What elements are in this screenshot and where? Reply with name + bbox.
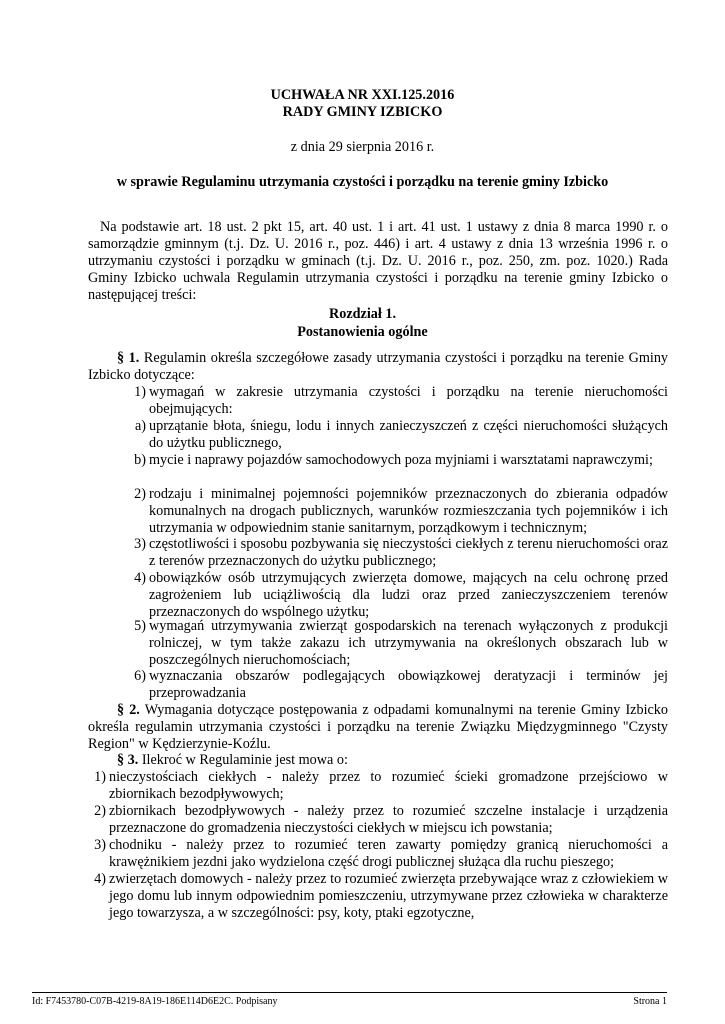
section-2-text: Wymagania dotyczące postępowania z odpadami komunalnymi na terenie Gminy Izbicko określa regulamin utrzymania czystości i porządku na terenie Związku Międzygminnego "Czysty Region" w Kędzierzynie-Koźlu. <box>88 702 668 753</box>
item-number: 3) <box>134 536 146 552</box>
item-text: uprzątanie błota, śniegu, lodu i innych zanieczyszczeń z części nieruchomości służących do użytku publicznego, <box>149 418 668 452</box>
page-number: Strona 1 <box>633 996 667 1007</box>
list-item <box>88 384 668 418</box>
list-item <box>88 871 668 922</box>
section-3-text: Ilekroć w Regulaminie jest mowa o: <box>138 752 348 768</box>
list-item <box>88 803 668 837</box>
item-text: chodniku - należy przez to rozumieć teren zawarty pomiędzy granicą nieruchomości a krawężnikiem jezdni jako wydzielona część drogi publicznej służąca dla ruchu pieszego; <box>109 837 668 871</box>
list-item <box>88 486 668 537</box>
item-text: wymagań utrzymywania zwierząt gospodarskich na terenach wyłączonych z produkcji rolniczej, w tym także zakazu ich utrzymywania na określonych obszarach lub w poszczególnych nieruchomościach; <box>149 618 668 669</box>
item-text: zbiornikach bezodpływowych - należy przez to rozumieć szczelne instalacje i urządzenia przeznaczone do gromadzenia nieczystości ciekłych w miejscu ich powstania; <box>109 803 668 837</box>
item-text: częstotliwości i sposobu pozbywania się nieczystości ciekłych z terenu nieruchomości oraz z terenów przeznaczonych do użytku publicznego; <box>149 536 668 570</box>
section-1-mark: § 1. <box>117 350 140 366</box>
chapter-title: Postanowienia ogólne <box>297 324 428 340</box>
section-1-text: Regulamin określa szczegółowe zasady utrzymania czystości i porządku na terenie Gminy Izbicko dotyczące: <box>88 350 669 384</box>
list-item <box>88 418 668 452</box>
item-number: 4) <box>134 570 146 586</box>
resolution-number: UCHWAŁA NR XXI.125.2016 <box>270 87 455 103</box>
list-item <box>88 536 668 570</box>
item-number: 2) <box>94 803 106 819</box>
document-id: Id: F7453780-C07B-4219-8A19-186E114D6E2C. Podpisany <box>32 996 278 1007</box>
footer-divider <box>32 992 667 993</box>
section-3-intro <box>88 752 668 769</box>
item-text: mycie i naprawy pojazdów samochodowych poza myjniami i warsztatami naprawczymi; <box>149 452 653 468</box>
section-1-intro <box>88 350 668 384</box>
list-item <box>88 570 668 621</box>
item-number: 1) <box>134 384 146 400</box>
item-letter: a) <box>134 418 146 434</box>
item-number: 2) <box>134 486 146 502</box>
item-number: 6) <box>134 668 146 684</box>
list-item <box>88 769 668 803</box>
item-text: zwierzętach domowych - należy przez to rozumieć zwierzęta przebywające wraz z człowiekiem w jego domu lub innym odpowiednim pomieszczeniu, utrzymywane przez człowieka w charakterze jego towarzysza, a w szczególności: psy, koty, ptaki egzotyczne, <box>109 871 668 922</box>
chapter-label: Rozdział 1. <box>329 306 396 322</box>
item-number: 5) <box>134 618 146 634</box>
item-text: rodzaju i minimalnej pojemności pojemników przeznaczonych do zbierania odpadów komunalnych na drogach publicznych, warunków rozmieszczania tych pojemników i ich utrzymania w odpowiednim stanie sanitarnym, porządkowym i technicznym; <box>149 486 668 537</box>
list-item <box>88 837 668 871</box>
item-letter: b) <box>134 452 146 468</box>
list-item <box>88 452 668 469</box>
section-3-mark: § 3. <box>117 752 139 768</box>
item-number: 3) <box>94 837 106 853</box>
section-2-mark: § 2. <box>117 702 140 718</box>
list-item <box>88 618 668 669</box>
item-number: 1) <box>94 769 106 785</box>
council-name: RADY GMINY IZBICKO <box>282 104 443 120</box>
section-2 <box>88 702 668 753</box>
item-text: wymagań w zakresie utrzymania czystości i porządku na terenie nieruchomości obejmujących: <box>149 384 668 418</box>
item-text: obowiązków osób utrzymujących zwierzęta domowe, mających na celu ochronę przed zagrożeniem lub uciążliwością dla ludzi oraz przed zanieczyszczeniem terenów przeznaczonych do wspólnego użytku; <box>149 570 668 621</box>
list-item <box>88 668 668 702</box>
item-text: nieczystościach ciekłych - należy przez to rozumieć ścieki gromadzone przejściowo w zbiornikach bezodpływowych; <box>109 769 668 803</box>
item-number: 4) <box>94 871 106 887</box>
resolution-subject: w sprawie Regulaminu utrzymania czystości i porządku na terenie gminy Izbicko <box>116 174 609 190</box>
intro-paragraph: Na podstawie art. 18 ust. 2 pkt 15, art. 40 ust. 1 i art. 41 ust. 1 ustawy z dnia 8 marca 1990 r. o samorządzie gminnym (t.j. Dz. U. 2016 r., poz. 446) i art. 4 ustawy z dnia 13 września 1996 r. o utrzymaniu czystości i porządku w gminach (t.j. Dz. U. 2016 r., poz. 250, zm. poz. 1020.) Rada Gminy Izbicko uchwala Regulamin utrzymania czystości i porządku na terenie gminy Izbicko o następującej treści: <box>88 219 668 304</box>
item-text: wyznaczania obszarów podlegających obowiązkowej deratyzacji i terminów jej przeprowadzania <box>149 668 668 702</box>
resolution-date: z dnia 29 sierpnia 2016 r. <box>290 139 435 155</box>
